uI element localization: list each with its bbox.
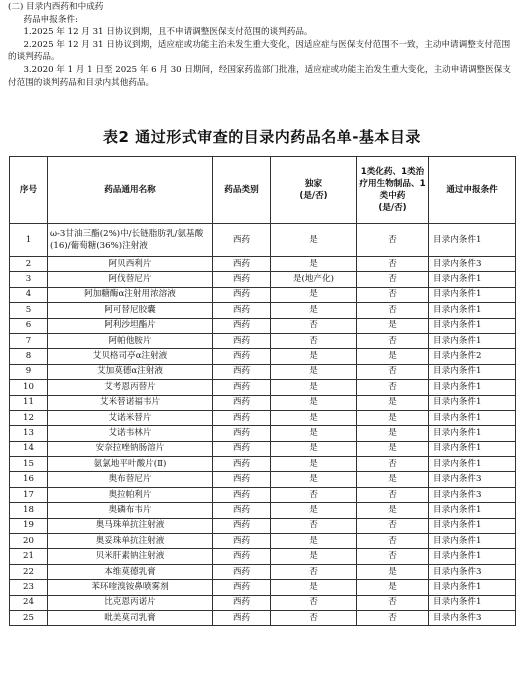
cell-class1: 否 bbox=[357, 364, 429, 379]
table-row bbox=[10, 287, 516, 302]
header-index: 序号 bbox=[10, 157, 48, 224]
table-row bbox=[10, 224, 516, 257]
cell-index: 10 bbox=[10, 380, 48, 395]
table-row bbox=[10, 610, 516, 625]
cell-index: 1 bbox=[10, 224, 48, 257]
cell-index: 20 bbox=[10, 534, 48, 549]
cell-class1: 是 bbox=[357, 426, 429, 441]
cell-class1: 是 bbox=[357, 503, 429, 518]
cell-index: 4 bbox=[10, 287, 48, 302]
cell-category: 西药 bbox=[213, 395, 271, 410]
cell-drug-name: 奥妥珠单抗注射液 bbox=[48, 534, 213, 549]
table-row bbox=[10, 349, 516, 364]
cell-class1: 否 bbox=[357, 518, 429, 533]
cell-condition: 目录内条件1 bbox=[429, 395, 516, 410]
cell-class1: 否 bbox=[357, 549, 429, 564]
cell-category: 西药 bbox=[213, 287, 271, 302]
cell-drug-name: 贝米肝素钠注射液 bbox=[48, 549, 213, 564]
table-row bbox=[10, 549, 516, 564]
cell-class1: 否 bbox=[357, 595, 429, 610]
notes-section bbox=[8, 1, 516, 89]
cell-drug-name: ω-3甘油三酯(2%)中/长链脂肪乳/氨基酸(16)/葡萄糖(36%)注射液 bbox=[48, 224, 213, 257]
cell-condition: 目录内条件1 bbox=[429, 333, 516, 348]
table-row bbox=[10, 257, 516, 272]
cell-category: 西药 bbox=[213, 441, 271, 456]
section-heading: (二) 目录内西药和中成药 bbox=[8, 2, 104, 12]
cell-class1: 否 bbox=[357, 272, 429, 287]
cell-category: 西药 bbox=[213, 272, 271, 287]
cell-class1: 是 bbox=[357, 410, 429, 425]
cell-drug-name: 吡美莫司乳膏 bbox=[48, 610, 213, 625]
cell-index: 8 bbox=[10, 349, 48, 364]
cell-category: 西药 bbox=[213, 224, 271, 257]
cell-drug-name: 阿伐替尼片 bbox=[48, 272, 213, 287]
cell-exclusive: 是(地产化) bbox=[271, 272, 357, 287]
cell-index: 21 bbox=[10, 549, 48, 564]
cell-category: 西药 bbox=[213, 472, 271, 487]
header-drug-name: 药品通用名称 bbox=[48, 157, 213, 224]
cell-class1: 否 bbox=[357, 534, 429, 549]
cell-category: 西药 bbox=[213, 487, 271, 502]
table-row bbox=[10, 426, 516, 441]
cell-exclusive: 是 bbox=[271, 364, 357, 379]
cell-drug-name: 阿利沙坦酯片 bbox=[48, 318, 213, 333]
cell-exclusive: 否 bbox=[271, 318, 357, 333]
cell-drug-name: 奥拉帕利片 bbox=[48, 487, 213, 502]
cell-category: 西药 bbox=[213, 333, 271, 348]
cell-category: 西药 bbox=[213, 303, 271, 318]
table-row bbox=[10, 595, 516, 610]
table-row bbox=[10, 364, 516, 379]
cell-condition: 目录内条件1 bbox=[429, 426, 516, 441]
table-row bbox=[10, 333, 516, 348]
conditions-heading: 药品申报条件: bbox=[23, 14, 78, 25]
cell-drug-name: 艾米替诺福韦片 bbox=[48, 395, 213, 410]
cell-drug-name: 奥磷布韦片 bbox=[48, 503, 213, 518]
header-class1: 1类化药、1类治疗用生物制品、1类中药 (是/否) bbox=[357, 157, 429, 224]
table-row bbox=[10, 395, 516, 410]
cell-index: 23 bbox=[10, 580, 48, 595]
table-row bbox=[10, 303, 516, 318]
table-row bbox=[10, 318, 516, 333]
cell-exclusive: 是 bbox=[271, 257, 357, 272]
cell-condition: 目录内条件1 bbox=[429, 364, 516, 379]
cell-exclusive: 是 bbox=[271, 426, 357, 441]
cell-condition: 目录内条件1 bbox=[429, 534, 516, 549]
cell-exclusive: 是 bbox=[271, 549, 357, 564]
cell-condition: 目录内条件1 bbox=[429, 518, 516, 533]
table-row bbox=[10, 564, 516, 579]
cell-condition: 目录内条件1 bbox=[429, 272, 516, 287]
cell-condition: 目录内条件1 bbox=[429, 224, 516, 257]
cell-class1: 是 bbox=[357, 441, 429, 456]
cell-exclusive: 是 bbox=[271, 534, 357, 549]
table-row bbox=[10, 580, 516, 595]
cell-condition: 目录内条件1 bbox=[429, 287, 516, 302]
cell-drug-name: 氨氯地平叶酸片(Ⅱ) bbox=[48, 457, 213, 472]
cell-index: 12 bbox=[10, 410, 48, 425]
cell-drug-name: 奥马珠单抗注射液 bbox=[48, 518, 213, 533]
header-condition: 通过申报条件 bbox=[429, 157, 516, 224]
header-exclusive: 独家 (是/否) bbox=[271, 157, 357, 224]
cell-category: 西药 bbox=[213, 564, 271, 579]
cell-class1: 是 bbox=[357, 564, 429, 579]
cell-exclusive: 是 bbox=[271, 395, 357, 410]
cell-index: 5 bbox=[10, 303, 48, 318]
table-row bbox=[10, 503, 516, 518]
cell-category: 西药 bbox=[213, 380, 271, 395]
cell-condition: 目录内条件1 bbox=[429, 303, 516, 318]
cell-condition: 目录内条件1 bbox=[429, 580, 516, 595]
cell-condition: 目录内条件1 bbox=[429, 503, 516, 518]
cell-index: 25 bbox=[10, 610, 48, 625]
cell-index: 18 bbox=[10, 503, 48, 518]
cell-index: 11 bbox=[10, 395, 48, 410]
cell-drug-name: 安奈拉唑钠肠溶片 bbox=[48, 441, 213, 456]
cell-index: 9 bbox=[10, 364, 48, 379]
cell-class1: 否 bbox=[357, 257, 429, 272]
cell-class1: 否 bbox=[357, 287, 429, 302]
drug-list-table bbox=[9, 156, 516, 626]
cell-category: 西药 bbox=[213, 610, 271, 625]
cell-class1: 否 bbox=[357, 333, 429, 348]
cell-class1: 否 bbox=[357, 303, 429, 318]
table-row bbox=[10, 472, 516, 487]
cell-category: 西药 bbox=[213, 257, 271, 272]
table-row bbox=[10, 441, 516, 456]
table-title: 表2 通过形式审查的目录内药品名单-基本目录 bbox=[103, 128, 421, 146]
cell-condition: 目录内条件2 bbox=[429, 349, 516, 364]
cell-category: 西药 bbox=[213, 364, 271, 379]
cell-exclusive: 是 bbox=[271, 303, 357, 318]
cell-exclusive: 否 bbox=[271, 595, 357, 610]
cell-drug-name: 比克恩丙诺片 bbox=[48, 595, 213, 610]
cell-exclusive: 是 bbox=[271, 224, 357, 257]
table-header-row bbox=[10, 157, 516, 224]
cell-category: 西药 bbox=[213, 410, 271, 425]
cell-index: 16 bbox=[10, 472, 48, 487]
cell-condition: 目录内条件1 bbox=[429, 318, 516, 333]
cell-class1: 否 bbox=[357, 487, 429, 502]
cell-index: 15 bbox=[10, 457, 48, 472]
cell-condition: 目录内条件3 bbox=[429, 472, 516, 487]
cell-drug-name: 本维莫德乳膏 bbox=[48, 564, 213, 579]
condition-2: 2.2025 年 12 月 31 日协议到期，适应症或功能主治未发生重大变化，因适应症与医保支付范围不一致，主动申请调整支付范围的谈判药品。 bbox=[8, 39, 511, 63]
cell-class1: 否 bbox=[357, 380, 429, 395]
cell-index: 13 bbox=[10, 426, 48, 441]
cell-index: 6 bbox=[10, 318, 48, 333]
cell-category: 西药 bbox=[213, 580, 271, 595]
cell-class1: 否 bbox=[357, 224, 429, 257]
cell-condition: 目录内条件1 bbox=[429, 457, 516, 472]
cell-drug-name: 艾加莫德α注射液 bbox=[48, 364, 213, 379]
cell-drug-name: 艾诺米替片 bbox=[48, 410, 213, 425]
cell-exclusive: 是 bbox=[271, 380, 357, 395]
cell-drug-name: 阿加糖酶α注射用浓溶液 bbox=[48, 287, 213, 302]
cell-category: 西药 bbox=[213, 549, 271, 564]
cell-condition: 目录内条件1 bbox=[429, 549, 516, 564]
cell-drug-name: 苯环喹溴铵鼻喷雾剂 bbox=[48, 580, 213, 595]
cell-drug-name: 艾贝格司亭α注射液 bbox=[48, 349, 213, 364]
cell-drug-name: 奥布替尼片 bbox=[48, 472, 213, 487]
cell-category: 西药 bbox=[213, 595, 271, 610]
cell-drug-name: 艾诺韦林片 bbox=[48, 426, 213, 441]
cell-category: 西药 bbox=[213, 318, 271, 333]
header-category: 药品类别 bbox=[213, 157, 271, 224]
cell-exclusive: 是 bbox=[271, 441, 357, 456]
cell-index: 17 bbox=[10, 487, 48, 502]
cell-exclusive: 否 bbox=[271, 610, 357, 625]
cell-exclusive: 是 bbox=[271, 472, 357, 487]
cell-class1: 否 bbox=[357, 457, 429, 472]
cell-category: 西药 bbox=[213, 503, 271, 518]
table-row bbox=[10, 272, 516, 287]
cell-condition: 目录内条件3 bbox=[429, 487, 516, 502]
table-row bbox=[10, 380, 516, 395]
table-row bbox=[10, 410, 516, 425]
cell-exclusive: 否 bbox=[271, 487, 357, 502]
table-row bbox=[10, 534, 516, 549]
cell-exclusive: 是 bbox=[271, 503, 357, 518]
cell-class1: 是 bbox=[357, 318, 429, 333]
condition-3: 3.2020 年 1 月 1 日至 2025 年 6 月 30 日期间，经国家药监部门批准，适应症或功能主治发生重大变化，主动申请调整医保支付范围的谈判药品和目录内其他药品。 bbox=[8, 64, 511, 88]
cell-drug-name: 阿可替尼胶囊 bbox=[48, 303, 213, 318]
cell-index: 14 bbox=[10, 441, 48, 456]
cell-index: 24 bbox=[10, 595, 48, 610]
condition-1: 1.2025 年 12 月 31 日协议到期，且不申请调整医保支付范围的谈判药品。 bbox=[23, 27, 313, 38]
cell-class1: 是 bbox=[357, 349, 429, 364]
cell-exclusive: 否 bbox=[271, 518, 357, 533]
cell-category: 西药 bbox=[213, 534, 271, 549]
table-row bbox=[10, 518, 516, 533]
table-row bbox=[10, 457, 516, 472]
cell-condition: 目录内条件3 bbox=[429, 610, 516, 625]
cell-class1: 否 bbox=[357, 610, 429, 625]
cell-index: 7 bbox=[10, 333, 48, 348]
cell-drug-name: 阿帕他胺片 bbox=[48, 333, 213, 348]
cell-condition: 目录内条件1 bbox=[429, 441, 516, 456]
cell-exclusive: 否 bbox=[271, 564, 357, 579]
cell-class1: 是 bbox=[357, 472, 429, 487]
cell-index: 3 bbox=[10, 272, 48, 287]
cell-condition: 目录内条件3 bbox=[429, 564, 516, 579]
cell-drug-name: 艾考恩丙替片 bbox=[48, 380, 213, 395]
cell-index: 19 bbox=[10, 518, 48, 533]
cell-category: 西药 bbox=[213, 426, 271, 441]
cell-condition: 目录内条件1 bbox=[429, 595, 516, 610]
cell-drug-name: 阿贝西利片 bbox=[48, 257, 213, 272]
cell-class1: 是 bbox=[357, 580, 429, 595]
cell-exclusive: 否 bbox=[271, 333, 357, 348]
cell-exclusive: 是 bbox=[271, 457, 357, 472]
cell-exclusive: 是 bbox=[271, 410, 357, 425]
cell-index: 2 bbox=[10, 257, 48, 272]
cell-condition: 目录内条件3 bbox=[429, 257, 516, 272]
cell-category: 西药 bbox=[213, 518, 271, 533]
table-row bbox=[10, 487, 516, 502]
cell-exclusive: 是 bbox=[271, 349, 357, 364]
cell-class1: 是 bbox=[357, 395, 429, 410]
cell-condition: 目录内条件1 bbox=[429, 410, 516, 425]
cell-category: 西药 bbox=[213, 349, 271, 364]
cell-condition: 目录内条件1 bbox=[429, 380, 516, 395]
cell-index: 22 bbox=[10, 564, 48, 579]
cell-exclusive: 是 bbox=[271, 287, 357, 302]
cell-exclusive: 是 bbox=[271, 580, 357, 595]
cell-category: 西药 bbox=[213, 457, 271, 472]
